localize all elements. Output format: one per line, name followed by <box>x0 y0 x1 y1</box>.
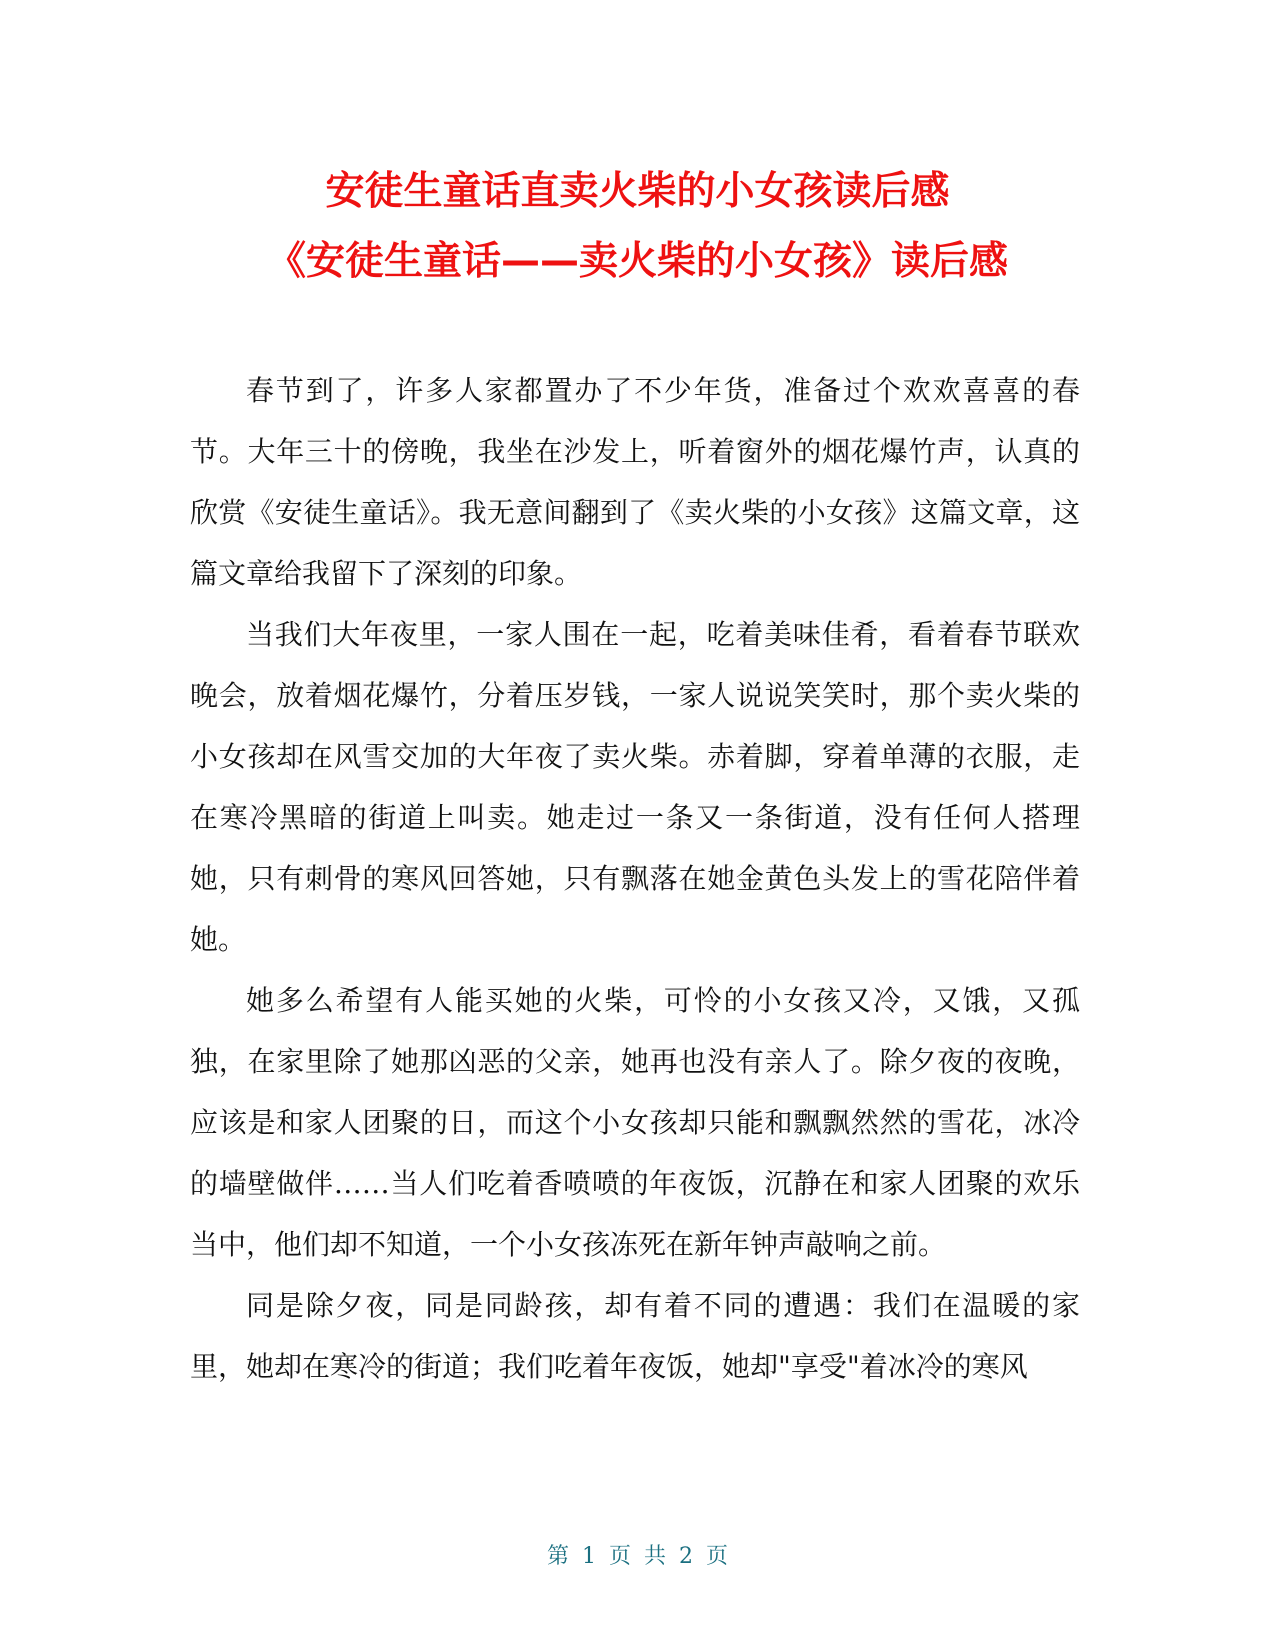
paragraph-1: 春节到了，许多人家都置办了不少年货，准备过个欢欢喜喜的春节。大年三十的傍晚，我坐在沙发上，听着窗外的烟花爆竹声，认真的欣赏《安徒生童话》。我无意间翻到了《卖火柴的小女孩》这篇文章，这篇文章给我留下了深刻的印象。 <box>190 374 1080 590</box>
paragraph-3: 她多么希望有人能买她的火柴，可怜的小女孩又冷，又饿，又孤独，在家里除了她那凶恶的父亲，她再也没有亲人了。除夕夜的夜晚，应该是和家人团聚的日，而这个小女孩却只能和飘飘然然的雪花，冰冷的墙壁做伴……当人们吃着香喷喷的年夜饭，沉静在和家人团聚的欢乐当中，他们却不知道，一个小女孩冻死在新年钟声敲响之前。 <box>190 984 1080 1261</box>
paragraph-4: 同是除夕夜，同是同龄孩，却有着不同的遭遇：我们在温暖的家里，她却在寒冷的街道；我们吃着年夜饭，她却"享受"着冰冷的寒风 <box>190 1289 1080 1383</box>
document-title-line-2: 《安徒生童话——卖火柴的小女孩》读后感 <box>266 239 1008 284</box>
page-number-footer: 第 1 页 共 2 页 <box>547 1544 728 1569</box>
document-body <box>190 360 1080 1397</box>
paragraph-2: 当我们大年夜里，一家人围在一起，吃着美味佳肴，看着春节联欢晚会，放着烟花爆竹，分着压岁钱，一家人说说笑笑时，那个卖火柴的小女孩却在风雪交加的大年夜了卖火柴。赤着脚，穿着单薄的衣服，走在寒冷黑暗的街道上叫卖。她走过一条又一条街道，没有任何人搭理她，只有刺骨的寒风回答她，只有飘落在她金黄色头发上的雪花陪伴着她。 <box>190 618 1080 956</box>
document-title-line-1: 安徒生童话直卖火柴的小女孩读后感 <box>325 169 950 214</box>
